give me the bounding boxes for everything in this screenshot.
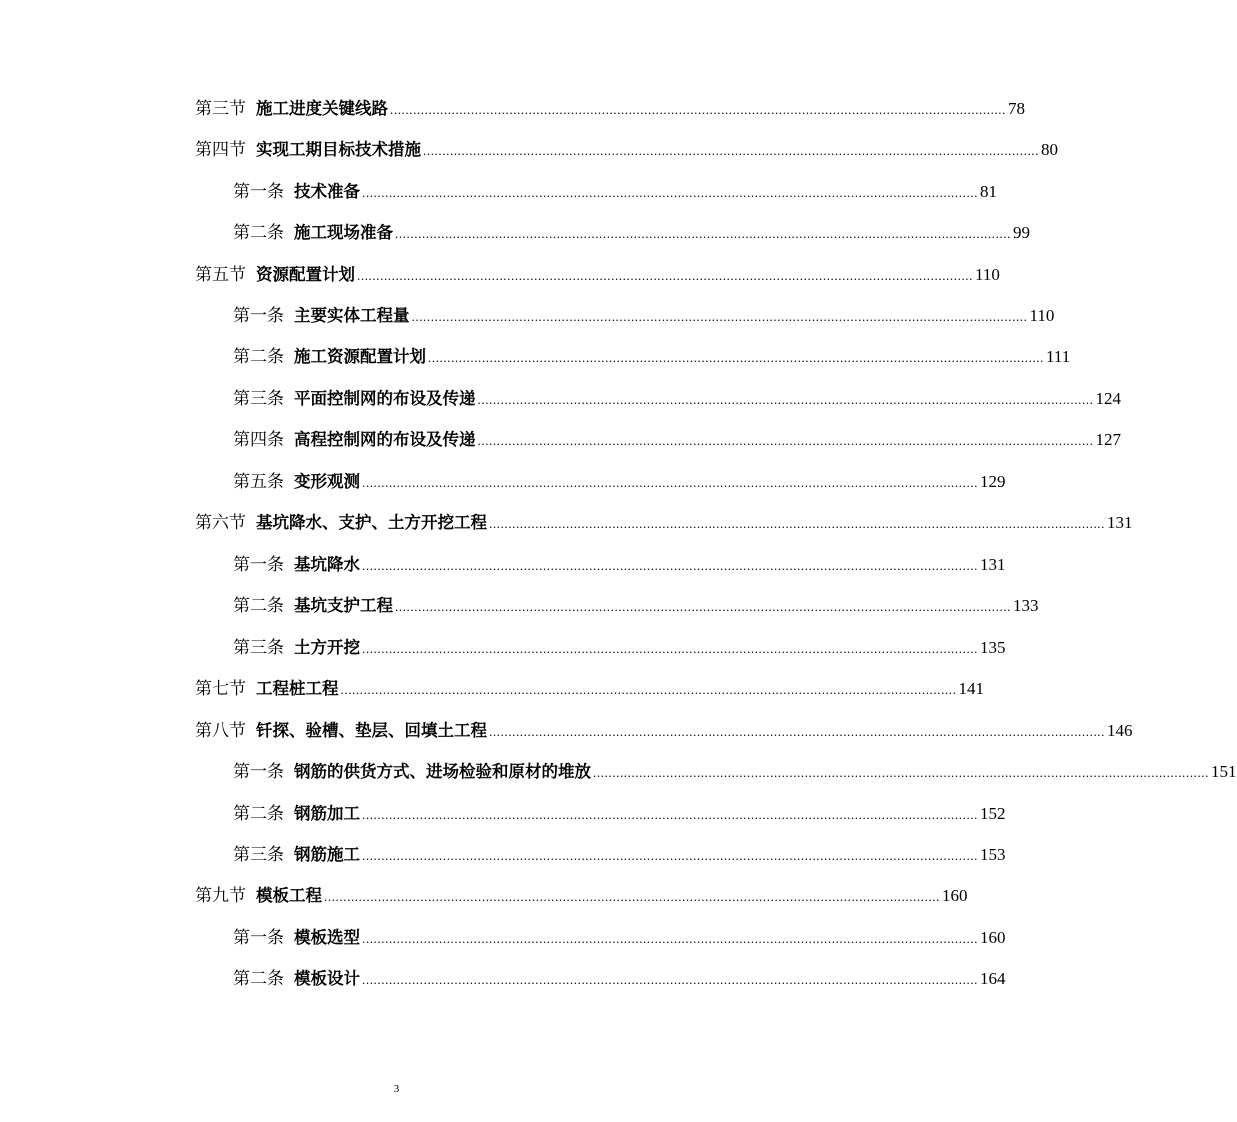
toc-entry-label: 第二条 [233, 347, 284, 367]
toc-entry-title: 模板设计 [294, 969, 360, 988]
toc-entry-title: 实现工期目标技术措施 [256, 140, 421, 159]
toc-entry-label: 第一条 [233, 306, 284, 326]
toc-entry-title: 技术准备 [294, 182, 360, 201]
toc-dot-leader: ................................................................................................................................................................ [362, 848, 978, 863]
toc-entry-label: 第三条 [233, 845, 284, 865]
toc-entry-title: 钢筋施工 [294, 845, 360, 864]
toc-dot-leader: ................................................................................................................................................................ [489, 724, 1105, 739]
toc-entry-page: 127 [1095, 430, 1121, 449]
toc-entry-label: 第八节 [195, 721, 246, 741]
toc-dot-leader: ................................................................................................................................................................ [489, 516, 1105, 531]
toc-entry-page: 78 [1008, 99, 1025, 118]
toc-entry[interactable] [195, 131, 1058, 161]
toc-entry-title: 施工资源配置计划 [294, 347, 426, 366]
toc-entry-title: 土方开挖 [294, 638, 360, 657]
toc-entry-page: 133 [1013, 596, 1039, 615]
toc-entry-page: 111 [1046, 347, 1071, 366]
toc-entry-page: 129 [980, 472, 1006, 491]
toc-entry[interactable] [233, 214, 1030, 244]
toc-entry-label: 第五节 [195, 265, 246, 285]
toc-dot-leader: ................................................................................................................................................................ [362, 558, 978, 573]
toc-entry-label: 第三节 [195, 99, 246, 119]
toc-entry-title: 基坑降水 [294, 555, 360, 574]
toc-entry-title: 变形观测 [294, 472, 360, 491]
toc-dot-leader: ................................................................................................................................................................ [593, 765, 1209, 780]
toc-entry-label: 第九节 [195, 886, 246, 906]
toc-entry-title: 模板工程 [256, 886, 322, 905]
toc-dot-leader: ................................................................................................................................................................ [390, 102, 1006, 117]
toc-entry[interactable] [233, 960, 1006, 990]
toc-entry-label: 第三条 [233, 389, 284, 409]
toc-dot-leader: ................................................................................................................................................................ [477, 433, 1094, 448]
toc-entry[interactable] [233, 546, 1006, 576]
toc-dot-leader: ................................................................................................................................................................ [395, 599, 1011, 614]
toc-entry-page: 110 [975, 265, 1000, 284]
toc-entry-page: 141 [958, 679, 984, 698]
toc-entry[interactable] [195, 90, 1025, 120]
toc-entry-page: 151 [1211, 762, 1237, 781]
toc-entry-title: 平面控制网的布设及传递 [294, 389, 476, 408]
toc-entry[interactable] [195, 504, 1133, 534]
toc-entry-label: 第三条 [233, 638, 284, 658]
toc-entry[interactable] [233, 421, 1121, 451]
toc-dot-leader: ................................................................................................................................................................ [411, 309, 1028, 324]
toc-entry-label: 第一条 [233, 928, 284, 948]
toc-entry-label: 第二条 [233, 804, 284, 824]
toc-entry-page: 124 [1095, 389, 1121, 408]
toc-entry[interactable] [233, 919, 1006, 949]
toc-entry-page: 131 [1107, 513, 1133, 532]
toc-entry-title: 高程控制网的布设及传递 [294, 430, 476, 449]
toc-entry-title: 基坑支护工程 [294, 596, 393, 615]
toc-entry-page: 99 [1013, 223, 1030, 242]
toc-entry-page: 110 [1029, 306, 1055, 325]
toc-entry[interactable] [233, 297, 1055, 327]
toc-entry-title: 钢筋的供货方式、进场检验和原材的堆放 [294, 762, 591, 781]
toc-entry-label: 第四节 [195, 140, 246, 160]
toc-entry-title: 资源配置计划 [256, 265, 355, 284]
toc-entry-page: 146 [1107, 721, 1133, 740]
toc-entry-title: 基坑降水、支护、土方开挖工程 [256, 513, 487, 532]
toc-entry[interactable] [233, 380, 1121, 410]
toc-entry-label: 第二条 [233, 596, 284, 616]
toc-entry-label: 第五条 [233, 472, 284, 492]
toc-entry[interactable] [233, 587, 1039, 617]
toc-dot-leader: ................................................................................................................................................................ [477, 392, 1094, 407]
toc-entry-label: 第七节 [195, 679, 246, 699]
toc-entry-label: 第二条 [233, 223, 284, 243]
toc-dot-leader: ................................................................................................................................................................ [340, 682, 957, 697]
toc-entry-label: 第一条 [233, 182, 284, 202]
toc-dot-leader: ................................................................................................................................................................ [362, 641, 978, 656]
toc-dot-leader: ................................................................................................................................................................ [324, 889, 940, 904]
toc-entry-page: 160 [980, 928, 1006, 947]
toc-entry[interactable] [233, 753, 1237, 783]
toc-entry-page: 80 [1041, 140, 1058, 159]
toc-dot-leader: ................................................................................................................................................................ [362, 475, 978, 490]
toc-entry[interactable] [195, 877, 968, 907]
toc-entry-label: 第一条 [233, 762, 284, 782]
toc-dot-leader: ................................................................................................................................................................ [362, 807, 978, 822]
toc-entry-title: 模板选型 [294, 928, 360, 947]
toc-entry-title: 施工进度关键线路 [256, 99, 388, 118]
toc-entry-page: 160 [942, 886, 968, 905]
toc-entry-title: 主要实体工程量 [294, 306, 410, 325]
toc-dot-leader: ................................................................................................................................................................ [362, 972, 978, 987]
toc-entry-title: 施工现场准备 [294, 223, 393, 242]
toc-entry[interactable] [195, 712, 1133, 742]
toc-dot-leader: ................................................................................................................................................................ [395, 226, 1011, 241]
toc-dot-leader: ................................................................................................................................................................ [362, 931, 978, 946]
page-number: 3 [393, 1083, 400, 1095]
toc-entry-label: 第四条 [233, 430, 284, 450]
toc-entry-page: 135 [980, 638, 1006, 657]
toc-entry[interactable] [233, 463, 1006, 493]
toc-dot-leader: ................................................................................................................................................................ [362, 185, 978, 200]
toc-entry-title: 钎探、验槽、垫层、回填土工程 [256, 721, 487, 740]
toc-entry-page: 164 [980, 969, 1006, 988]
toc-entry-title: 工程桩工程 [256, 679, 339, 698]
toc-entry[interactable] [195, 670, 984, 700]
toc-entry-page: 153 [980, 845, 1006, 864]
toc-dot-leader: ................................................................................................................................................................ [428, 350, 1044, 365]
toc-entry[interactable] [195, 256, 1000, 286]
toc-dot-leader: ................................................................................................................................................................ [423, 143, 1039, 158]
toc-entry[interactable] [233, 795, 1006, 825]
toc-entry-label: 第六节 [195, 513, 246, 533]
toc-entry-page: 81 [980, 182, 997, 201]
toc-entry-page: 152 [980, 804, 1006, 823]
toc-entry-title: 钢筋加工 [294, 804, 360, 823]
toc-entry[interactable] [233, 338, 1071, 368]
toc-entry[interactable] [233, 173, 997, 203]
toc-entry-label: 第一条 [233, 555, 284, 575]
toc-entry[interactable] [233, 836, 1006, 866]
toc-entry-page: 131 [980, 555, 1006, 574]
toc-entry-label: 第二条 [233, 969, 284, 989]
toc-entry[interactable] [233, 629, 1006, 659]
toc-dot-leader: ................................................................................................................................................................ [357, 268, 973, 283]
